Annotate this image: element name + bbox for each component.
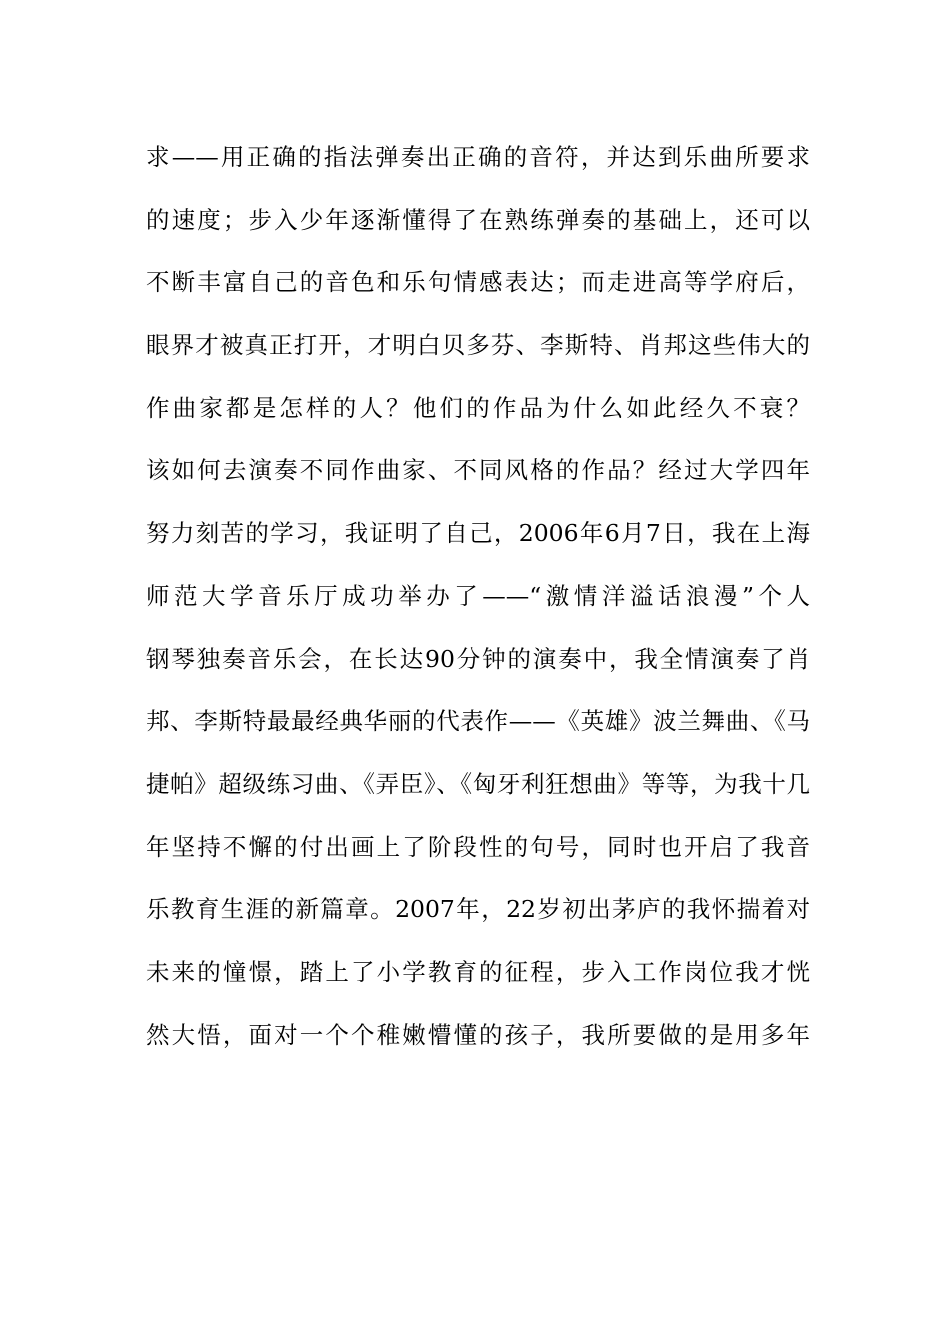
text-line-14: 未来的憧憬，踏上了小学教育的征程，步入工作岗位我才恍 bbox=[146, 957, 810, 986]
text-line-2: 的速度；步入少年逐渐懂得了在熟练弹奏的基础上，还可以 bbox=[146, 205, 810, 234]
text-line-9: 钢琴独奏音乐会，在长达90分钟的演奏中，我全情演奏了肖 bbox=[146, 644, 810, 673]
text-line-12: 年坚持不懈的付出画上了阶段性的句号，同时也开启了我音 bbox=[146, 832, 810, 861]
text-line-8: 师范大学音乐厅成功举办了——“激情洋溢话浪漫”个人 bbox=[146, 581, 810, 610]
text-line-5: 作曲家都是怎样的人？他们的作品为什么如此经久不衰？ bbox=[146, 393, 810, 422]
text-line-1: 求——用正确的指法弹奏出正确的音符，并达到乐曲所要求 bbox=[146, 143, 810, 171]
text-line-11: 捷帕》超级练习曲、《弄臣》、《匈牙利狂想曲》等等，为我十几 bbox=[146, 769, 810, 798]
text-line-3: 不断丰富自己的音色和乐句情感表达；而走进高等学府后， bbox=[146, 268, 810, 297]
text-line-7: 努力刻苦的学习，我证明了自己，2006年6月7日，我在上海 bbox=[146, 519, 810, 548]
text-line-10: 邦、李斯特最最经典华丽的代表作——《英雄》波兰舞曲、《马 bbox=[146, 707, 810, 736]
text-line-15: 然大悟，面对一个个稚嫩懵懂的孩子，我所要做的是用多年 bbox=[146, 1020, 810, 1049]
body-paragraph bbox=[146, 126, 810, 1066]
text-line-4: 眼界才被真正打开，才明白贝多芬、李斯特、肖邦这些伟大的 bbox=[146, 331, 810, 360]
text-line-6: 该如何去演奏不同作曲家、不同风格的作品？经过大学四年 bbox=[146, 456, 810, 485]
text-line-13: 乐教育生涯的新篇章。2007年，22岁初出茅庐的我怀揣着对 bbox=[146, 895, 810, 924]
